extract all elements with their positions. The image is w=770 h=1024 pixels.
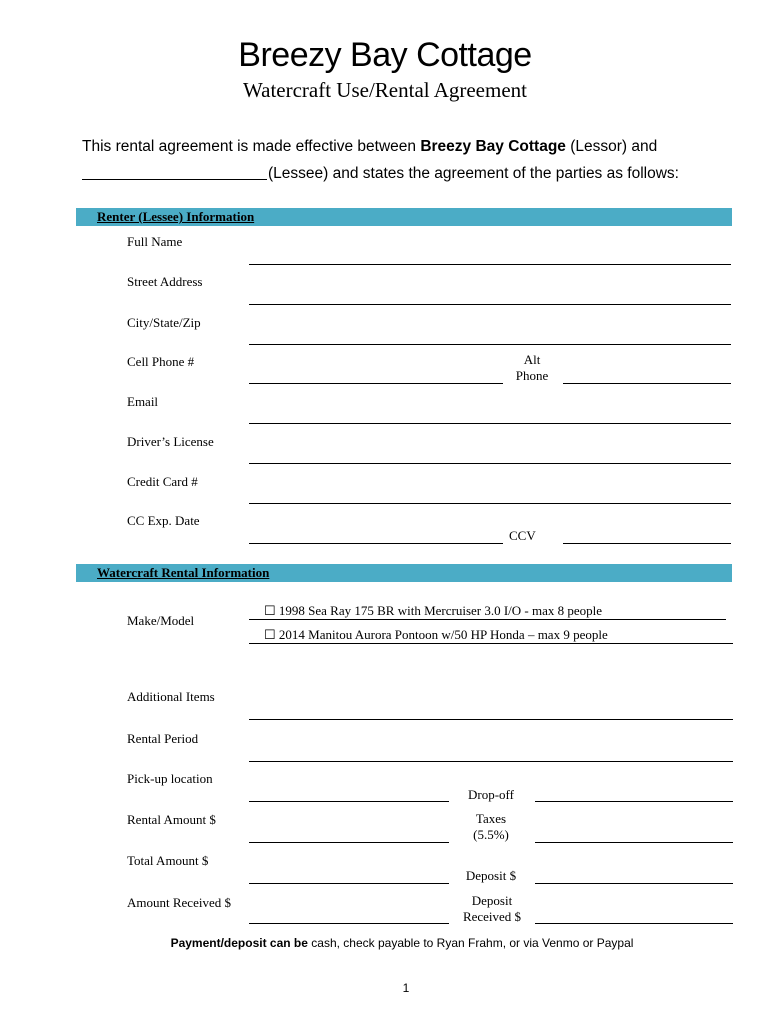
street-address-field[interactable] [249,304,731,305]
pickup-location-label: Pick-up location [127,771,213,786]
email-field[interactable] [249,423,731,424]
credit-card-label: Credit Card # [127,474,198,489]
deposit-field[interactable] [535,883,733,884]
total-amount-field[interactable] [249,883,449,884]
rental-amount-field[interactable] [249,842,449,843]
intro-suffix: (Lessor) and [565,138,658,155]
additional-items-label: Additional Items [127,689,215,704]
dropoff-label: Drop-off [468,787,514,802]
cc-exp-date-label: CC Exp. Date [127,513,200,528]
page-number: 1 [402,981,410,995]
watercraft-section-title: Watercraft Rental Information [97,565,270,580]
taxes-label-line-2: (5.5%) [473,827,509,842]
taxes-field[interactable] [535,842,733,843]
full-name-label: Full Name [127,234,183,249]
drivers-license-field[interactable] [249,463,731,464]
intro-lessor-name: Breezy Bay Cottage [420,138,566,155]
renter-section-title: Renter (Lessee) Information [97,209,255,224]
option-sea-ray-underline [249,619,726,620]
option-sea-ray-label: 1998 Sea Ray 175 BR with Mercruiser 3.0 I/O - max 8 people [278,603,603,618]
lessee-name-field[interactable] [82,179,267,180]
payment-note-rest: cash, check payable to Ryan Frahm, or via Venmo or Paypal [307,936,634,950]
rental-period-field[interactable] [249,761,733,762]
total-amount-label: Total Amount $ [127,853,209,868]
email-label: Email [127,394,159,409]
page-subtitle: Watercraft Use/Rental Agreement [242,78,527,102]
rental-amount-label: Rental Amount $ [127,812,216,827]
full-name-field[interactable] [249,264,731,265]
alt-phone-field[interactable] [563,383,731,384]
dropoff-field[interactable] [535,801,733,802]
city-state-zip-label: City/State/Zip [127,315,201,330]
intro-line-2: (Lessee) and states the agreement of the parties as follows: [268,165,679,182]
option-manitou[interactable] [264,627,608,643]
intro-line-1 [82,138,657,156]
renter-section-header [76,208,732,226]
watercraft-section-header [76,564,732,582]
deposit-received-field[interactable] [535,923,733,924]
credit-card-field[interactable] [249,503,731,504]
checkbox-icon[interactable]: ☐ [264,627,276,642]
rental-period-label: Rental Period [127,731,199,746]
drivers-license-label: Driver’s License [127,434,214,449]
payment-note-bold: Payment/deposit can be [170,936,308,950]
cell-phone-label: Cell Phone # [127,354,195,369]
payment-note [0,936,770,950]
deposit-received-label-line-1: Deposit [471,893,513,908]
make-model-label: Make/Model [127,613,195,628]
amount-received-field[interactable] [249,923,449,924]
alt-phone-label-line-2: Phone [515,368,549,383]
taxes-label-line-1: Taxes [475,811,507,826]
option-manitou-underline [249,643,733,644]
city-state-zip-field[interactable] [249,344,731,345]
deposit-label: Deposit $ [465,868,517,883]
page-title: Breezy Bay Cottage [238,36,532,74]
pickup-location-field[interactable] [249,801,449,802]
cell-phone-field[interactable] [249,383,503,384]
street-address-label: Street Address [127,274,203,289]
option-manitou-label: 2014 Manitou Aurora Pontoon w/50 HP Honda – max 9 people [278,627,608,642]
amount-received-label: Amount Received $ [127,895,231,910]
cc-exp-date-field[interactable] [249,543,503,544]
deposit-received-label-line-2: Received $ [462,909,522,924]
intro-prefix: This rental agreement is made effective between [82,138,421,155]
option-sea-ray[interactable] [264,603,602,619]
ccv-field[interactable] [563,543,731,544]
checkbox-icon[interactable]: ☐ [264,603,276,618]
ccv-label: CCV [509,528,536,543]
alt-phone-label-line-1: Alt [523,352,541,367]
additional-items-field[interactable] [249,719,733,720]
